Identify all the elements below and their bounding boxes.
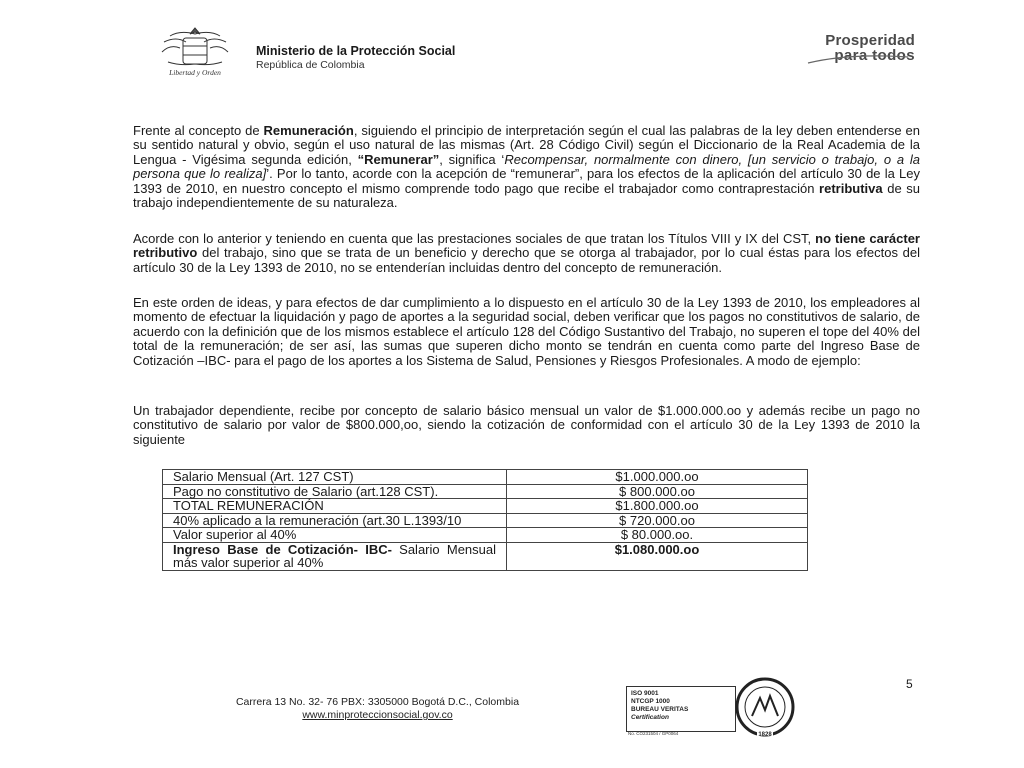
ministry-block — [256, 44, 455, 72]
cert-line: BUREAU VERITAS — [631, 706, 689, 713]
page-number: 5 — [906, 677, 913, 691]
ibc-value: $1.080.000.oo — [614, 541, 700, 557]
slogan-swoosh — [800, 49, 915, 67]
row-value: $1.000.000.oo — [507, 470, 808, 485]
row-label: 40% aplicado a la remuneración (art.30 L.1393/10 — [163, 513, 507, 528]
country-name: República de Colombia — [256, 59, 365, 71]
table-row — [163, 528, 808, 543]
paragraph-social-benefits — [133, 232, 920, 275]
table-row — [163, 470, 808, 485]
row-label — [163, 542, 507, 570]
text-run: Acorde con lo anterior y teniendo en cuenta que las prestaciones sociales de que tratan los Títulos VIII y IX del CST, — [133, 231, 816, 246]
footer-address: Carrera 13 No. 32- 76 PBX: 3305000 Bogotá D.C., Colombia — [235, 696, 520, 708]
text-run: En este orden de ideas, y para efectos de dar cumplimiento a lo dispuesto en el artículo 30 de la Ley 1393 de 2010, los empleadores al momento de efectuar la liquidación y pago de aportes a la seguridad social, deben verificar que los pagos no constitutivos de salario, de acuerdo con la definición que de los mismos establece el artículo 128 del Código Sustantivo del Trabajo, no superen el tope del 40% del total de la remuneración; de ser así, las sumas que superen dicho monto se tendrán en cuenta como parte del Ingreso Base de Cotización –IBC- para el pago de los aportes a los Sistema de Salud, Pensiones y Riesgos Profesionales. A modo de ejemplo: — [133, 295, 920, 368]
cert-line: ISO 9001 — [631, 690, 659, 697]
text-run: Recompensar, normalmente con dinero, [un servicio o trabajo, o a la persona que lo realiza] — [133, 151, 920, 182]
ministry-name: Ministerio de la Protección Social — [256, 44, 456, 58]
text-run: Frente al concepto de — [133, 123, 264, 138]
row-value: $ 720.000.oo — [507, 513, 808, 528]
paragraph-example — [133, 404, 920, 447]
contribution-table — [162, 469, 808, 571]
row-label: TOTAL REMUNERACIÓN — [163, 499, 507, 514]
text-run: , significa ‘ — [439, 151, 505, 167]
text-run: ’. Por lo tanto, acorde con la acepción de “remunerar”, para los efectos de la aplicación del artículo 30 de la Ley 1393 de 2010, en nuestro concepto el mismo comprende todo pago que recibe el trabajador como contraprestación — [133, 166, 920, 196]
certification-box — [626, 686, 736, 732]
text-run: de su trabajo independientemente de su naturaleza. — [133, 180, 921, 211]
row-value — [507, 542, 808, 570]
bureau-veritas-seal — [730, 676, 800, 738]
text-run: Un trabajador dependiente, recibe por concepto de salario básico mensual un valor de $1.000.000.oo y además recibe un pago no constitutivo de salario por valor de $800.000,oo, siendo la cotización de conformidad con el artículo 30 de la Ley 1393 de 2010 la siguiente — [133, 403, 920, 447]
text-run: del trabajo, sino que se trata de un beneficio y derecho que se otorga al trabajador, por lo cual éstas para los efectos del artículo 30 de la Ley 1393 de 2010, no se entenderían incluidas dentro del concepto de remuneración. — [133, 245, 920, 275]
certificate-number: No. CO231504 / GP0064 — [628, 731, 679, 736]
cert-line: NTCGP 1000 — [631, 698, 670, 705]
cert-line: Certification — [631, 714, 669, 721]
row-value: $ 80.000.oo. — [507, 528, 808, 543]
crest-caption: Libertad y Orden — [169, 68, 221, 77]
text-run: retributiva — [819, 180, 883, 196]
text-run: “Remunerar” — [357, 151, 440, 167]
slogan-line-2: para todos — [834, 47, 915, 64]
slogan-logo — [800, 33, 915, 63]
table-row-ibc-total — [163, 542, 808, 570]
paragraph-remuneration-definition — [133, 124, 920, 210]
slogan-line-1: Prosperidad — [825, 32, 915, 49]
footer-website-link[interactable]: www.minproteccionsocial.gov.co — [302, 709, 453, 721]
table-row — [163, 499, 808, 514]
text-run: Remuneración — [263, 123, 354, 138]
footer-address-block — [200, 696, 555, 722]
row-label: Salario Mensual (Art. 127 CST) — [163, 470, 507, 485]
paragraph-ibc-rule — [133, 296, 920, 368]
ibc-label-bold: Ingreso Base de Cotización- IBC- — [173, 541, 392, 557]
seal-year: 1828 — [758, 732, 772, 738]
row-label: Valor superior al 40% — [163, 528, 507, 543]
ibc-label-rest: Salario Mensual más valor superior al 40% — [173, 541, 496, 570]
row-value: $1.800.000.oo — [507, 499, 808, 514]
row-label: Pago no constitutivo de Salario (art.128 CST). — [163, 484, 507, 499]
text-run: no tiene carácter retributivo — [133, 231, 920, 261]
table-row — [163, 484, 808, 499]
row-value: $ 800.000.oo — [507, 484, 808, 499]
table-row — [163, 513, 808, 528]
text-run: , siguiendo el principio de interpretación según el cual las palabras de la ley deben entenderse en su sentido natural y obvio, según el uso natural de las mismas (Art. 28 Código Civil) según el Diccionario de la Real Academia de la Lengua - Vigésima segunda edición, — [133, 123, 920, 167]
